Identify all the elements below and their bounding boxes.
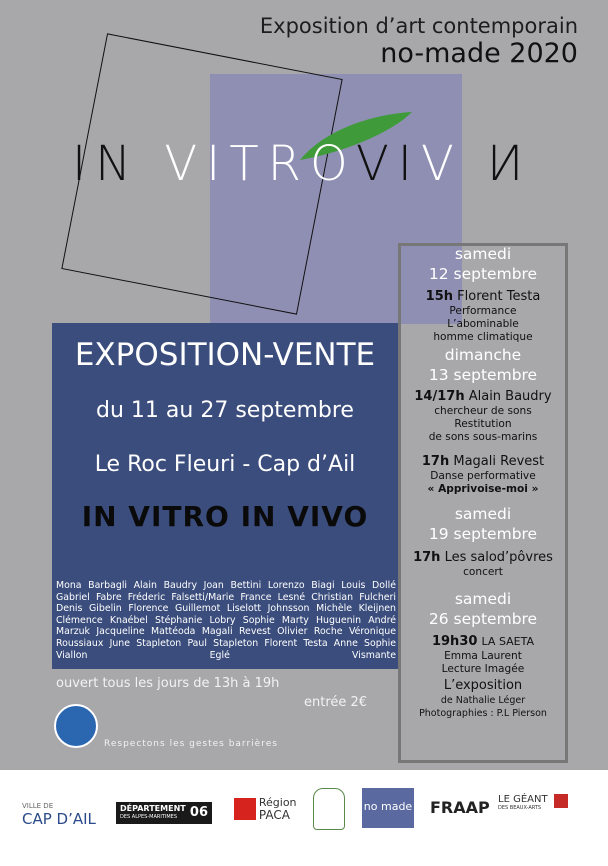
day-heading: dimanche: [444, 346, 522, 364]
expo-heading: EXPOSITION-VENTE: [74, 337, 376, 373]
event-detail: de Nathalie Léger: [440, 695, 526, 706]
entry-price: entrée 2€: [304, 695, 368, 710]
event-detail: de sons sous-marins: [428, 431, 538, 443]
event-detail: Restitution: [454, 418, 512, 430]
barrier-gestures: Respectons les gestes barrières: [104, 739, 278, 749]
event-detail: Lecture Imagée: [441, 663, 525, 675]
main-title: IN VITROVIV И: [72, 136, 533, 192]
event-detail: concert: [463, 566, 503, 578]
expo-dates: du 11 au 27 septembre: [96, 398, 354, 423]
day-date: 26 septembre: [428, 610, 538, 628]
association-logo: [313, 788, 345, 830]
event-line: 15h Florent Testa: [425, 289, 541, 304]
event-line: 14/17h Alain Baudry: [414, 389, 552, 404]
event-detail: homme climatique: [433, 331, 533, 343]
header-subtitle: Exposition d’art contemporain: [259, 14, 578, 38]
event-detail: Emma Laurent: [444, 650, 522, 662]
capdail-logo: VILLE DE CAP D’AIL: [22, 802, 96, 828]
event-line: 17h Les salod’pôvres: [413, 550, 553, 565]
day-date: 12 septembre: [428, 265, 538, 283]
geant-logo: LE GÉANT DES BEAUX-ARTS: [498, 794, 548, 811]
expo-title: IN VITRO IN VIVO: [81, 500, 369, 533]
day-heading: samedi: [454, 505, 512, 523]
opening-hours: ouvert tous les jours de 13h à 19h: [56, 676, 280, 691]
event-detail: Danse performative: [430, 470, 536, 482]
event-detail: L’abominable: [447, 318, 519, 330]
event-line: 19h30 LA SAETA: [431, 634, 535, 649]
event-detail: « Apprivoise-moi »: [427, 483, 539, 495]
nomade-logo: no made: [362, 788, 414, 828]
day-heading: samedi: [454, 245, 512, 263]
expo-place: Le Roc Fleuri - Cap d’Ail: [94, 452, 356, 477]
program-list: [401, 246, 565, 720]
fraap-logo: FRAAP: [430, 798, 490, 817]
mask-icon: [54, 704, 98, 748]
event-line: L’exposition: [443, 678, 523, 693]
event-detail: Performance: [449, 305, 517, 317]
event-line: 17h Magali Revest: [421, 454, 545, 469]
day-date: 19 septembre: [428, 525, 538, 543]
day-date: 13 septembre: [428, 366, 538, 384]
header-title: no-made 2020: [380, 38, 578, 69]
event-detail: Photographies : P.L Pierson: [419, 708, 547, 719]
artists-list: Mona Barbagli Alain Baudry Joan Bettini Lorenzo Biagi Louis Dollé Gabriel Fabre Fréderic Falsetti/Marie France Lesné Christian Fulcheri Denis Gibelin Florence Guillemot Liselott Johnsson Michèle Kleijnen Clémence Knaébel Stéphanie Lobry Sophie Marty Huguenin André Marzuk Jacqueline Mattéoda Magali Revest Olivier Roche Véronique Roussiaux June Stapleton Paul Stapleton Florent Testa Anne Sophie Viallon Eglé Vismante: [56, 580, 396, 661]
sponsor-footer: [0, 770, 608, 866]
day-heading: samedi: [454, 590, 512, 608]
departement-logo: DÉPARTEMENT 06 DES ALPES-MARITIMES: [116, 802, 212, 824]
region-logo: Région PACA: [234, 796, 297, 822]
event-detail: chercheur de sons: [434, 405, 532, 417]
